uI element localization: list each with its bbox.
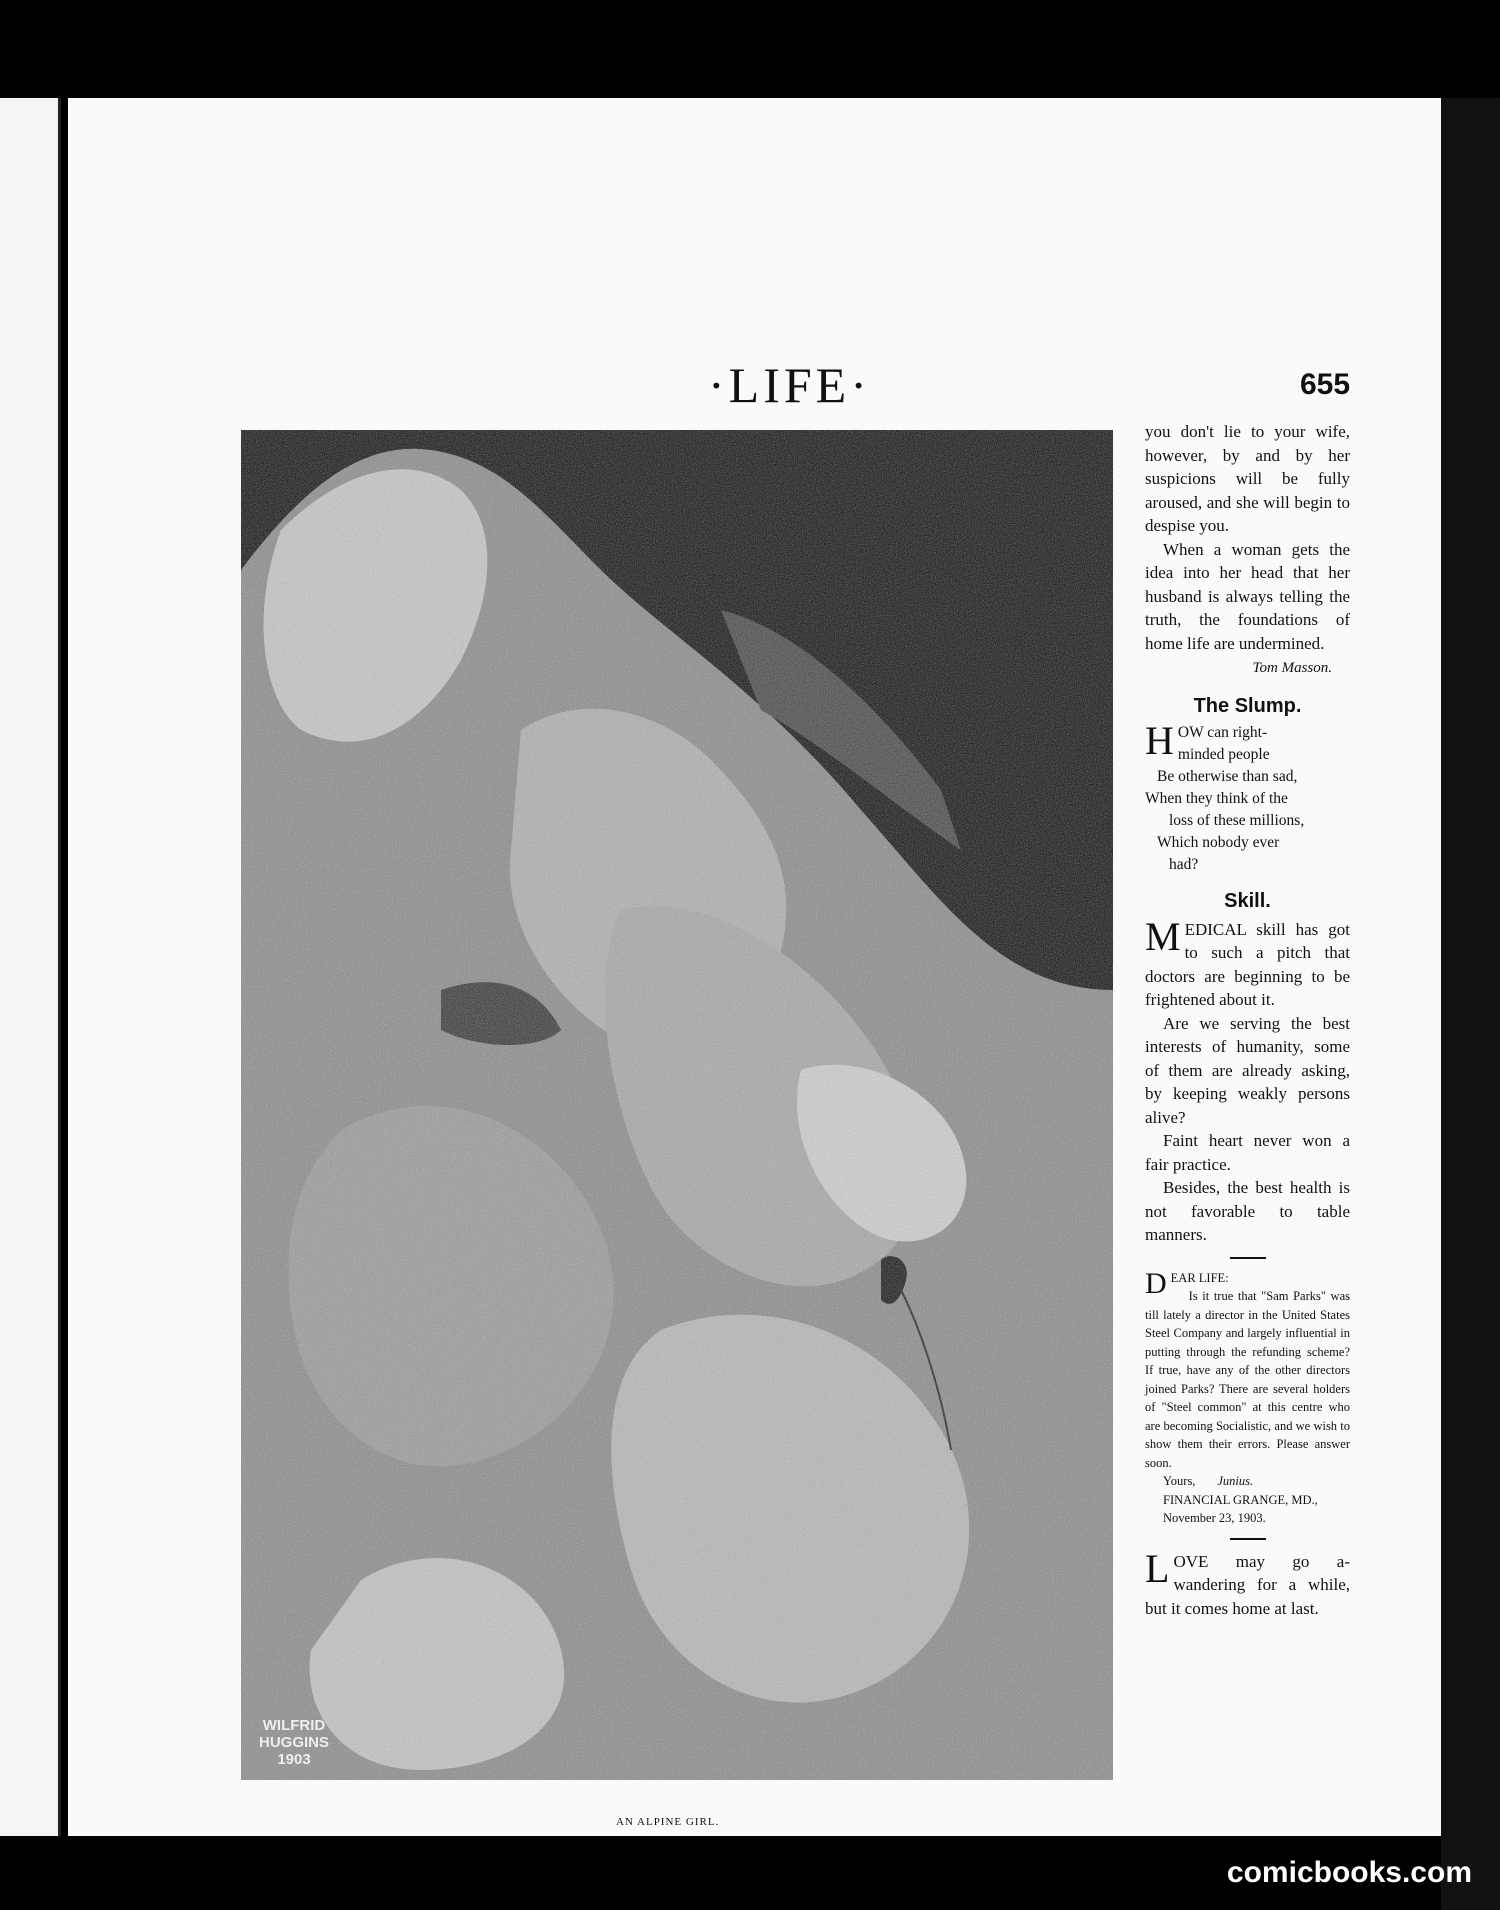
page-title: ·LIFE· [708, 357, 871, 413]
love-paragraph: LOVE may go a-wandering for a while, but it comes home at last. [1145, 1545, 1350, 1618]
heading-slump: The Slump. [1193, 694, 1302, 717]
letter-closing: Yours, Junius. [1163, 1474, 1254, 1488]
heading-skill: Skill. [1224, 890, 1271, 912]
letter-salutation: EAR LIFE: [1170, 1270, 1229, 1285]
dropcap-l: L [1145, 1545, 1170, 1591]
letter-body: Is it true that "Sam Parks" was till lately a director in the United States Steel Company and largely influential in putting through the refunding scheme? If true, have any of the other directors joined Parks? There are several holders of "Steel common" at this centre who are becoming Socialistic, and we wish to show them their errors. Please answer soon. [1145, 1289, 1350, 1470]
artist-signature: WILFRID HUGGINS 1903 [259, 1717, 330, 1768]
illustration-caption: AN ALPINE GIRL. [616, 1816, 720, 1828]
text-column [1145, 420, 1350, 1620]
left-page-edge [0, 98, 61, 1836]
intro-paragraph-1: you don't lie to your wife, however, by and by her suspicions will be fully aroused, and she will begin to despise you. [1145, 422, 1350, 535]
illustration-alpine-girl [241, 430, 1113, 1780]
skill-paragraph-1: MEDICAL skill has got to such a pitch that doctors are beginning to be frightened about it. [1145, 913, 1350, 1009]
divider-rule-2 [1230, 1538, 1266, 1540]
dropcap-d: D [1145, 1266, 1167, 1300]
skill-paragraph-4: Besides, the best health is not favorable to table manners. [1145, 1178, 1350, 1244]
site-watermark: comicbooks.com [1226, 1856, 1472, 1889]
letter-to-editor [1145, 1266, 1350, 1528]
skill-paragraph-2: Are we serving the best interests of humanity, some of them are already asking, by keeping weakly persons alive? [1145, 1013, 1350, 1127]
magazine-page [68, 98, 1441, 1836]
letter-date: November 23, 1903. [1163, 1511, 1266, 1525]
poem-slump: H OW can right- minded people Be otherwise than sad, When they think of the loss of these millions, Which nobody ever had? [1145, 718, 1305, 873]
intro-paragraph-2: When a woman gets the idea into her head that her husband is always telling the truth, the foundations of home life are undermined. [1145, 539, 1350, 653]
illustration-art [241, 430, 1113, 1780]
dropcap-m: M [1145, 913, 1181, 959]
right-page-edge [1441, 98, 1500, 1910]
letter-place: FINANCIAL GRANGE, MD., [1163, 1492, 1318, 1507]
page-number: 655 [1300, 368, 1351, 401]
author-credit: Tom Masson. [1252, 660, 1332, 676]
dropcap-h: H [1145, 718, 1174, 763]
skill-paragraph-3: Faint heart never won a fair practice. [1145, 1131, 1350, 1174]
divider-rule [1230, 1257, 1266, 1259]
